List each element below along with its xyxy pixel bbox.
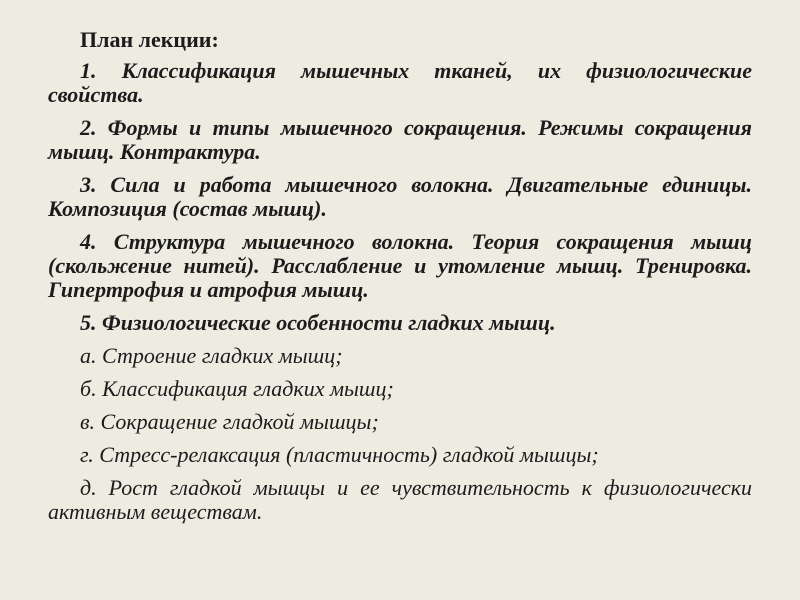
plan-item-4: 4. Структура мышечного волокна. Теория сокращения мышц (скольжение нитей). Расслабление и утомление мышц. Тренировка. Гипертрофия и атрофия мышц.	[48, 229, 752, 302]
plan-subitem-v: в. Сокращение гладкой мышцы;	[80, 409, 379, 434]
plan-subitem-a: а. Строение гладких мышц;	[80, 343, 343, 368]
plan-item-1: 1. Классификация мышечных тканей, их физиологические свойства.	[48, 58, 752, 107]
plan-subitem-b: б. Классификация гладких мышц;	[80, 376, 394, 401]
plan-item-3: 3. Сила и работа мышечного волокна. Двигательные единицы. Композиция (состав мышц).	[48, 172, 752, 221]
plan-item-5: 5. Физиологические особенности гладких мышц.	[80, 310, 556, 335]
plan-subitem-g: г. Стресс-релаксация (пластичность) гладкой мышцы;	[80, 442, 599, 467]
plan-subitem-d: д. Рост гладкой мышцы и ее чувствительность к физиологически активным веществам.	[48, 475, 752, 524]
plan-item-2: 2. Формы и типы мышечного сокращения. Режимы сокращения мышц. Контрактура.	[48, 115, 752, 164]
lecture-plan-title: План лекции:	[80, 27, 219, 52]
